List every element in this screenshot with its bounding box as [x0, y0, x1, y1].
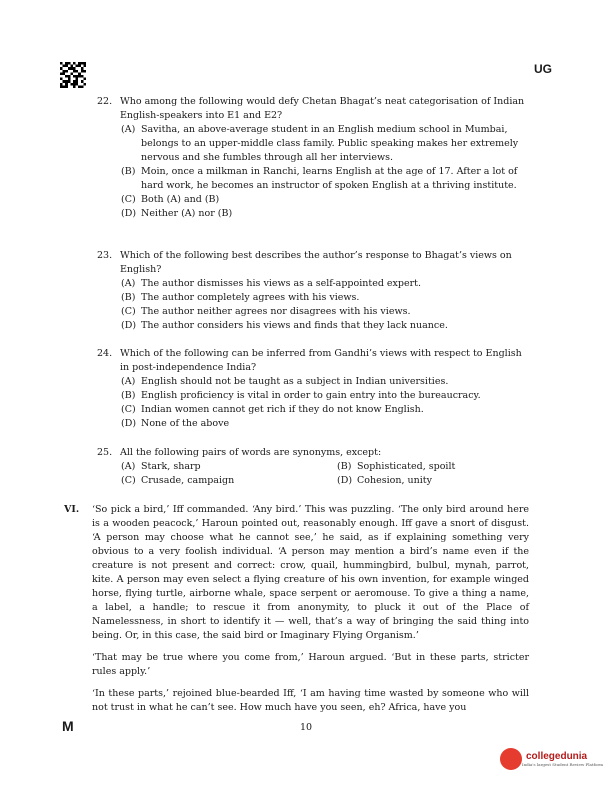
option-c: (C) Crusade, campaign [121, 475, 235, 486]
question-22 [97, 95, 529, 221]
page-number: 10 [299, 722, 313, 733]
option-a: (A) Stark, sharp [121, 461, 201, 472]
mascot-icon [500, 748, 522, 770]
footer-letter: M [62, 718, 74, 734]
option-b: (B) Moin, once a milkman in Ranchi, learns English at the age of 17. After a lot of hard work, he becomes an instructor of spoken English at a thriving institute. [121, 166, 518, 191]
question-stem: Who among the following would defy Chetan Bhagat’s neat categorisation of Indian English-speakers into E1 and E2? [120, 96, 525, 121]
option-a: (A) English should not be taught as a subject in Indian universities. [121, 376, 449, 387]
question-number: 22. [97, 96, 113, 107]
question-stem: Which of the following best describes the author’s response to Bhagat’s views on English? [120, 250, 512, 275]
question-number: 25. [97, 447, 113, 458]
option-a: (A) The author dismisses his views as a self-appointed expert. [121, 278, 421, 289]
option-c: (C) Both (A) and (B) [121, 194, 220, 205]
brand-name: collegedunia [526, 751, 588, 762]
option-a: (A) Savitha, an above-average student in an English medium school in Mumbai, belongs to an upper-middle class family. Public speaking makes her extremely nervous and she fumbles through all her interviews. [121, 124, 519, 163]
option-b: (B) Sophisticated, spoilt [337, 461, 456, 472]
option-d: (D) Neither (A) nor (B) [121, 208, 233, 219]
option-d: (D) None of the above [121, 418, 230, 429]
section-number: VI. [64, 504, 80, 515]
passage-paragraph: ‘That may be true where you come from,’ Haroun argued. ‘But in these parts, stricter rules apply.’ [92, 652, 529, 677]
question-number: 24. [97, 348, 113, 359]
qr-code [60, 62, 86, 88]
question-stem: All the following pairs of words are synonyms, except: [120, 447, 382, 458]
option-d: (D) The author considers his views and finds that they lack nuance. [121, 320, 448, 331]
passage-paragraph: ‘So pick a bird,’ Iff commanded. ‘Any bird.’ This was puzzling. ‘The only bird around here is a wooden peacock,’ Haroun pointed out, reasonably enough. Iff gave a snort of disgust. ‘A person may choose what he cannot see,’ he said, as if explaining something very obvious to a very foolish individual. ‘A person may mention a bird’s name even if the creature is not present and correct: crow, quail, hummingbird, bulbul, mynah, parrot, kite. A person may even select a flying creature of his own invention, for example winged horse, flying turtle, airborne whale, space serpent or aeromouse. To give a thing a name, a label, a handle; to rescue it from anonymity, to pluck it out of the Place of Namelessness, in short to identify it — well, that’s a way of bringing the said thing into being. Or, in this case, the said bird or Imaginary Flying Organism.’ [92, 504, 529, 641]
question-stem: Which of the following can be inferred from Gandhi’s views with respect to English in post-independence India? [120, 348, 522, 373]
question-25 [97, 446, 529, 488]
option-b: (B) English proficiency is vital in order to gain entry into the bureaucracy. [121, 390, 481, 401]
option-c: (C) Indian women cannot get rich if they do not know English. [121, 404, 424, 415]
brand-tagline: India's largest Student Review Platform [522, 762, 604, 767]
option-b: (B) The author completely agrees with his views. [121, 292, 360, 303]
passage-paragraph: ‘In these parts,’ rejoined blue-bearded Iff, ‘I am having time wasted by someone who will not trust in what he can’t see. How much have you seen, eh? Africa, have you [92, 688, 529, 713]
question-number: 23. [97, 250, 113, 261]
question-24 [97, 347, 529, 431]
option-d: (D) Cohesion, unity [337, 475, 432, 486]
question-23 [97, 249, 529, 333]
passage-section-vi [64, 503, 529, 723]
option-c: (C) The author neither agrees nor disagrees with his views. [121, 306, 411, 317]
brand-logo [500, 748, 603, 770]
paper-code: UG [534, 62, 552, 76]
